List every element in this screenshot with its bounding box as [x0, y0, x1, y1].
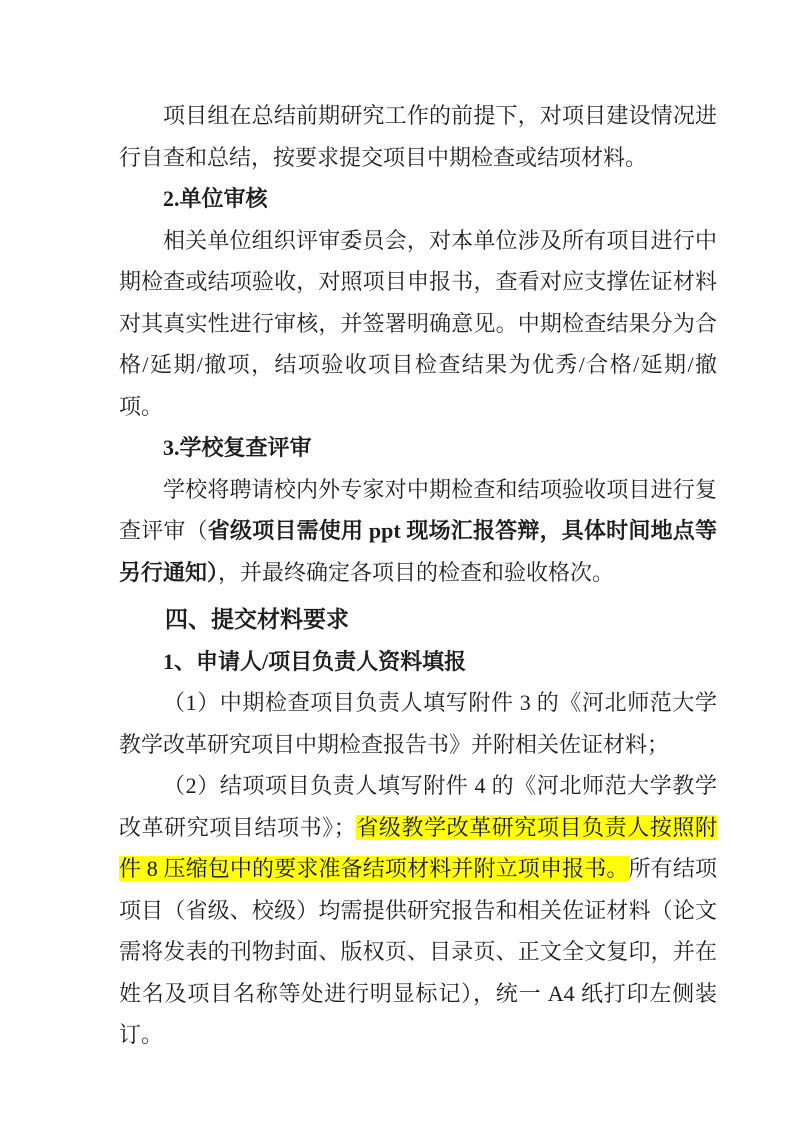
section-heading [119, 427, 717, 469]
paragraph [119, 220, 717, 428]
text-segment: 学校将聘请校内外专家对中期检查和结项验收项目进行复查评审（ [119, 476, 717, 543]
paragraph [119, 682, 717, 765]
section-heading [119, 641, 717, 683]
section-heading [119, 178, 717, 220]
bold-text: 四、提交材料要求 [165, 606, 349, 632]
document-body [119, 95, 717, 1056]
bold-text: 3.学校复查评审 [163, 435, 312, 460]
text-segment: （1）中期检查项目负责人填写附件 3 的《河北师范大学教学改革研究项目中期检查报告书》并附相关佐证材料； [119, 690, 717, 757]
text-segment: 相关单位组织评审委员会，对本单位涉及所有项目进行中期检查或结项验收，对照项目申报书，查看对应支撑佐证材料对其真实性进行审核，并签署明确意见。中期检查结果分为合格/延期/撤项，结项验收项目检查结果为优秀/合格/延期/撤项。 [119, 227, 717, 419]
section-heading [119, 599, 717, 641]
bold-text: 省级项目需使用 ppt 现场汇报答辩，具体时间地点等另行通知） [119, 518, 717, 585]
bold-text: 1、申请人/项目负责人资料填报 [163, 648, 467, 674]
text-segment: 项目组在总结前期研究工作的前提下，对项目建设情况进行自查和总结，按要求提交项目中期检查或结项材料。 [119, 103, 717, 170]
paragraph [119, 469, 717, 594]
text-segment: 所有结项项目（省级、校级）均需提供研究报告和相关佐证材料（论文需将发表的刊物封面、版权页、目录页、正文全文复印，并在姓名及项目名称等处进行明显标记），统一 A4 纸打印左侧装订。 [119, 856, 717, 1047]
highlighted-text: 省级教学改革研究项目负责人按照附件 8 压缩包中的要求准备结项材料并附立项申报书。 [119, 814, 717, 881]
text-segment: （2）结项项目负责人填写附件 4 的《河北师范大学教学改革研究项目结项书》； [119, 773, 717, 840]
bold-text: 2.单位审核 [163, 186, 268, 211]
text-segment: ，并最终确定各项目的检查和验收格次。 [218, 559, 615, 585]
paragraph [119, 95, 717, 178]
paragraph [119, 765, 717, 1056]
